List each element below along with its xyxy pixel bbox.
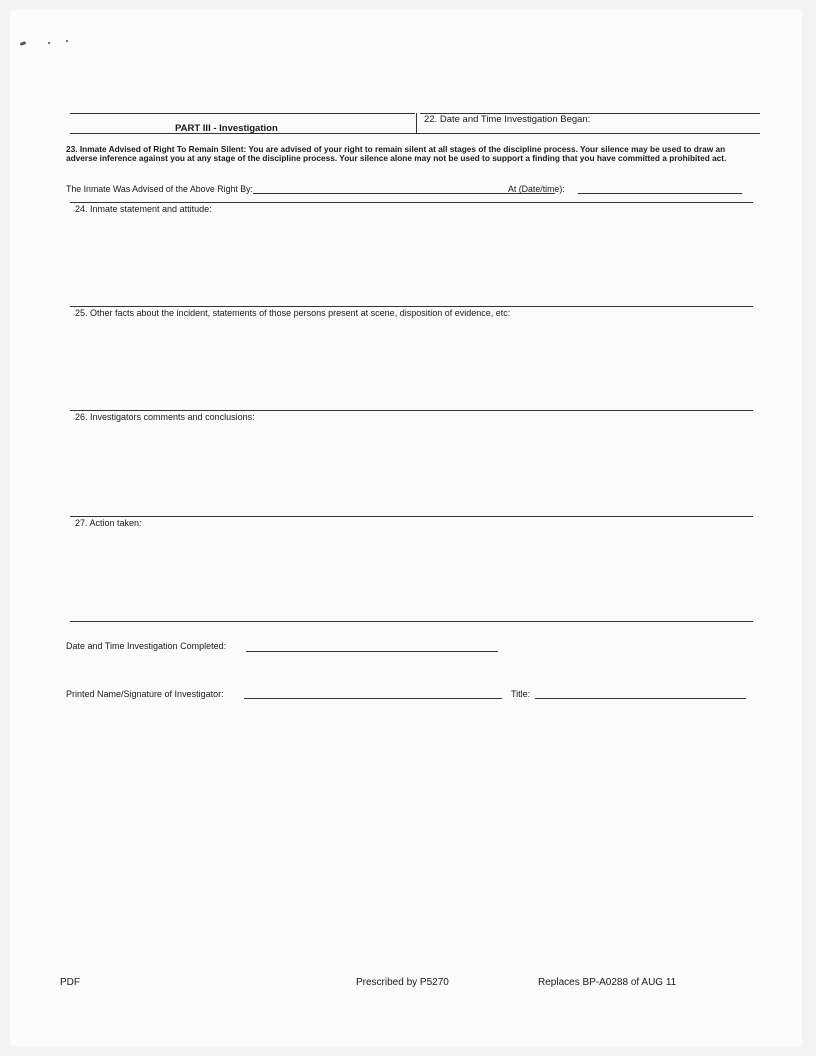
completed-label: Date and Time Investigation Completed: [66,641,227,651]
scan-mark [66,40,68,42]
header-rule [70,113,415,114]
footer-right: Replaces BP-A0288 of AUG 11 [538,977,677,988]
section-26-investigator-comments[interactable] [70,410,753,422]
signature-field[interactable] [244,698,502,699]
section-25-other-facts[interactable] [70,306,753,318]
section-rule [70,410,753,411]
completed-field[interactable] [246,651,498,652]
section-label: 26. Investigators comments and conclusions: [75,412,255,422]
advised-row [66,184,756,198]
date-time-began-field[interactable]: 22. Date and Time Investigation Began: [424,114,591,125]
section-label: 27. Action taken: [75,518,142,528]
advised-at-field[interactable] [578,193,742,194]
scan-mark [48,42,50,44]
advised-by-label: The Inmate Was Advised of the Above Right By: [66,184,253,194]
title-field[interactable] [535,698,746,699]
section-rule [70,306,753,307]
right-to-remain-silent-notice: 23. Inmate Advised of Right To Remain Silent: You are advised of your right to remain silent at all stages of the discipline process. Your silence may be used to draw an adverse inference against you at any stage of the discipline process. Your silence alone may not be used to support a finding that you have committed a prohibited act. [66,144,727,163]
form-page [10,10,802,1046]
section-label: 25. Other facts about the incident, statements of those persons present at scene, disposition of evidence, etc: [75,308,511,318]
part-title: PART III - Investigation [175,123,278,134]
header-divider [416,113,417,133]
section-rule [70,202,753,203]
section-rule [70,516,753,517]
section-end-rule [70,621,753,622]
title-label: Title: [511,689,531,699]
header-rule [70,133,760,134]
section-label: 24. Inmate statement and attitude: [75,204,212,214]
footer-middle: Prescribed by P5270 [356,977,449,988]
section-27-action-taken[interactable] [70,516,753,528]
signature-label: Printed Name/Signature of Investigator: [66,689,224,699]
section-24-inmate-statement[interactable] [70,202,753,214]
footer-left: PDF [60,977,80,988]
advised-at-label: At (Date/time): [508,184,565,194]
